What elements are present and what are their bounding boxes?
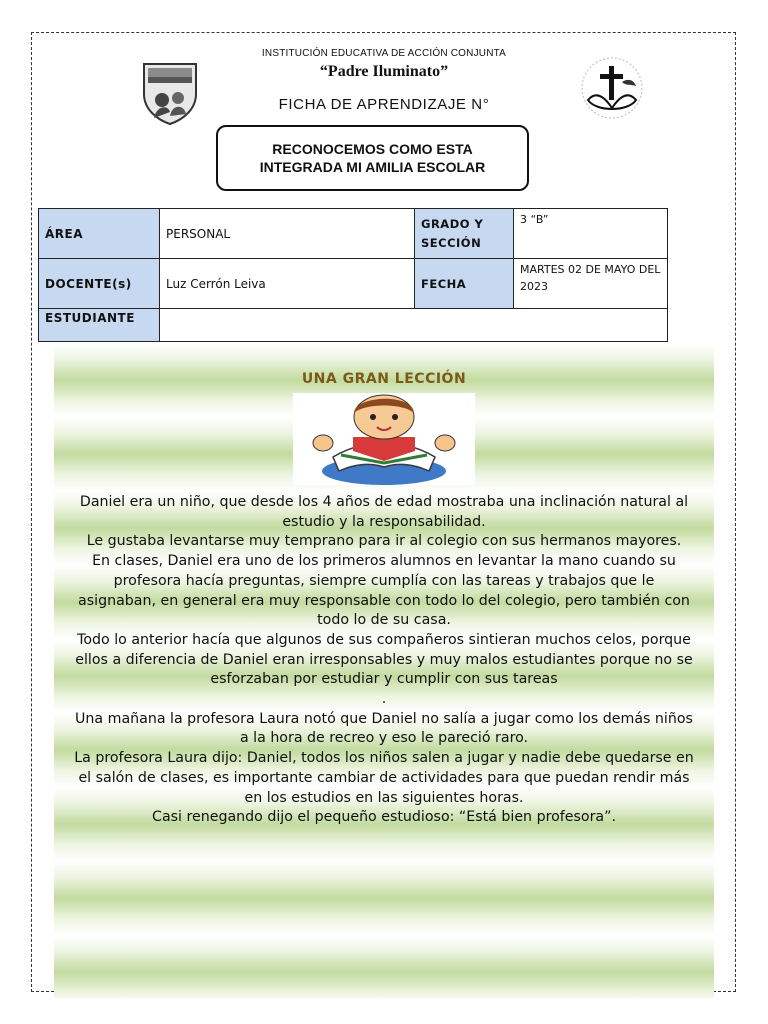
lesson-title: RECONOCEMOS COMO ESTA INTEGRADA MI AMILIA ESCOLAR: [259, 141, 486, 175]
story-paragraph: Todo lo anterior hacía que algunos de sus compañeros sintieran muchos celos, porque ellos a diferencia de Daniel eran irresponsables y muy malos estudiantes porque no se esforzaban por estudiar y cumplir con sus tareas: [75, 631, 693, 688]
story-paragraph: Le gustaba levantarse muy temprano para ir al colegio con sus hermanos mayores.: [86, 533, 682, 550]
grade-label: GRADO Y SECCIÓN: [415, 209, 514, 259]
table-row: [39, 309, 668, 342]
teacher-label: DOCENTE(s): [39, 259, 160, 309]
area-value: PERSONAL: [160, 209, 415, 259]
story-paragraph: En clases, Daniel era uno de los primeros alumnos en levantar la mano cuando su profesora hacía preguntas, siempre cumplía con las tareas y trabajos que le asignaban, en general era muy responsable con todo lo del colegio, pero también con todo lo de su casa.: [78, 553, 690, 629]
teacher-value: Luz Cerrón Leiva: [160, 259, 415, 309]
table-row: [39, 209, 668, 259]
story-title: UNA GRAN LECCIÓN: [301, 371, 467, 387]
date-label: FECHA: [415, 259, 514, 309]
student-label: ESTUDIANTE: [39, 309, 160, 342]
lesson-title-box: [216, 125, 529, 191]
boy-reading-book-icon: [293, 393, 475, 485]
story-text: [74, 493, 694, 828]
student-value[interactable]: [160, 309, 668, 342]
institution-name: INSTITUCIÓN EDUCATIVA DE ACCIÓN CONJUNTA: [261, 48, 507, 59]
story-paragraph: Daniel era un niño, que desde los 4 años de edad mostraba una inclinación natural al estudio y la responsabilidad.: [79, 494, 689, 530]
story-panel: [54, 343, 714, 998]
table-row: [39, 259, 668, 309]
story-paragraph: Una mañana la profesora Laura notó que Daniel no salía a jugar como los demás niños a la hora de recreo y eso le pareció raro.: [75, 710, 693, 747]
area-label: ÁREA: [39, 209, 160, 259]
worksheet-title: FICHA DE APRENDIZAJE N°: [278, 96, 490, 113]
story-paragraph: La profesora Laura dijo: Daniel, todos los niños salen a jugar y nadie debe quedarse en el salón de clases, es importante cambiar de actividades para que puedan rendir más en los estudios en las siguientes horas.: [74, 750, 694, 806]
info-table: [38, 208, 668, 342]
story-paragraph: Casi renegando dijo el pequeño estudioso: “Está bien profesora”.: [152, 809, 616, 826]
school-name: “Padre Iluminato”: [319, 63, 449, 80]
story-paragraph: .: [381, 691, 387, 708]
grade-value: 3 “B”: [514, 209, 668, 259]
date-value: MARTES 02 DE MAYO DEL 2023: [514, 259, 668, 309]
